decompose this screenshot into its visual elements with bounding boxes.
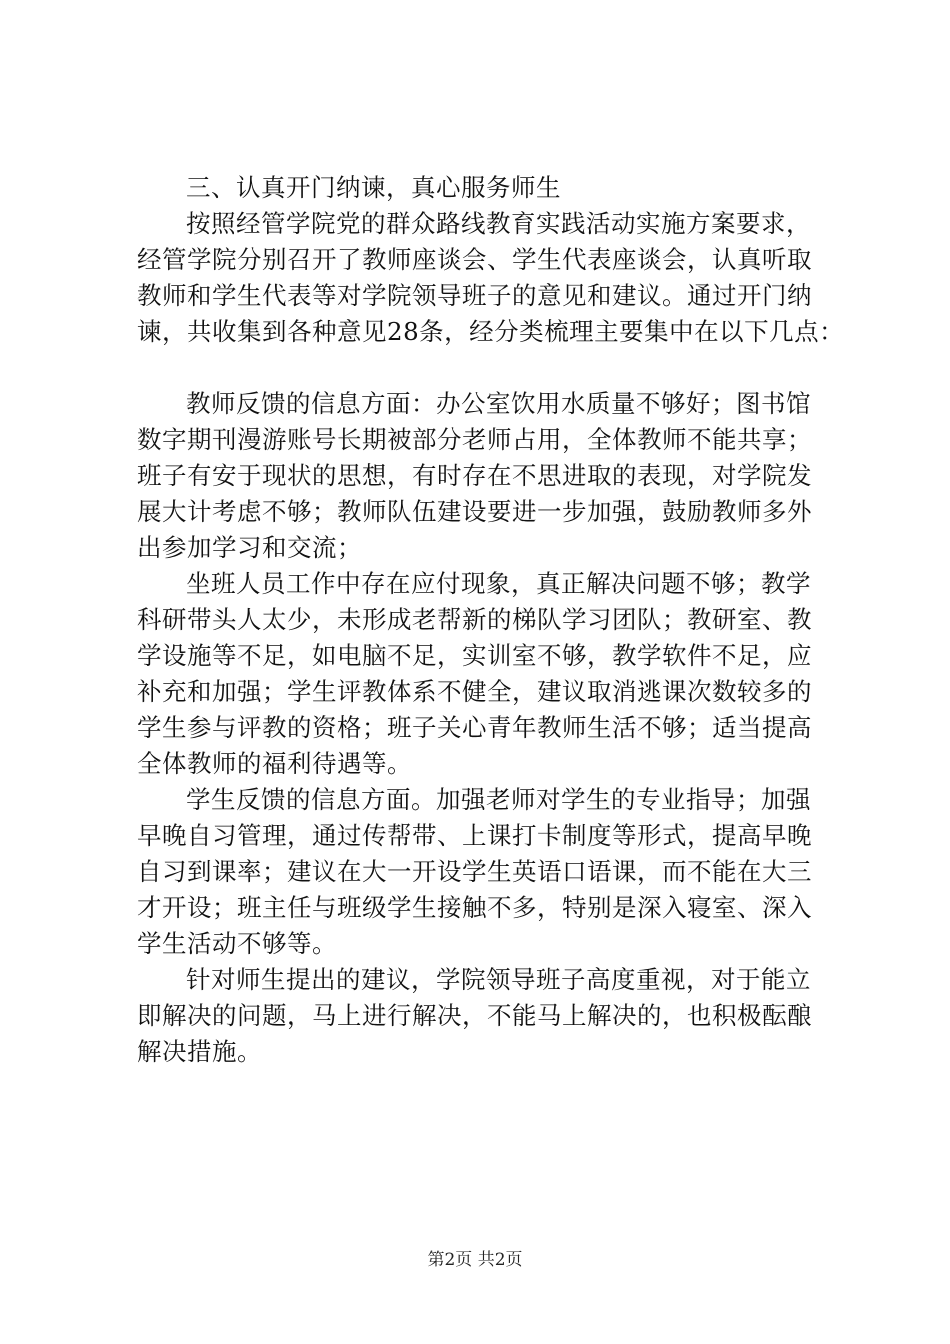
paragraph-line: 谏，共收集到各种意见28条，经分类梳理主要集中在以下几点： [137,317,845,346]
paragraph-line: 数字期刊漫游账号长期被部分老师占用，全体教师不能共享； [137,425,812,454]
paragraph-gap [137,350,827,386]
paragraph-line: 教师和学生代表等对学院领导班子的意见和建议。通过开门纳 [137,281,812,310]
paragraph-line: 早晚自习管理，通过传帮带、上课打卡制度等形式，提高早晚 [137,821,812,850]
paragraph-line: 即解决的问题，马上进行解决，不能马上解决的，也积极酝酿 [137,1001,812,1030]
paragraph-line: 全体教师的福利待遇等。 [137,749,412,778]
paragraph-line: 学生活动不够等。 [137,929,337,958]
page-number-footer: 第2页 共2页 [427,1250,523,1270]
paragraph-line: 科研带头人太少，未形成老帮新的梯队学习团队；教研室、教 [137,605,812,634]
paragraph-line: 教师反馈的信息方面：办公室饮用水质量不够好；图书馆 [186,389,811,418]
paragraph-line: 解决措施。 [137,1037,262,1066]
paragraph-line: 经管学院分别召开了教师座谈会、学生代表座谈会，认真听取 [137,245,812,274]
paragraph-line: 按照经管学院党的群众路线教育实践活动实施方案要求， [186,209,811,238]
paragraph-line: 坐班人员工作中存在应付现象，真正解决问题不够；教学 [186,569,811,598]
paragraph-line: 班子有安于现状的思想，有时存在不思进取的表现，对学院发 [137,461,812,490]
paragraph-line: 学生反馈的信息方面。加强老师对学生的专业指导；加强 [186,785,811,814]
document-body [137,170,845,1070]
paragraph-line: 出参加学习和交流； [137,533,362,562]
paragraph-line: 学设施等不足，如电脑不足，实训室不够，教学软件不足，应 [137,641,812,670]
paragraph-line: 学生参与评教的资格；班子关心青年教师生活不够；适当提高 [137,713,812,742]
paragraph-line: 展大计考虑不够；教师队伍建设要进一步加强，鼓励教师多外 [137,497,812,526]
section-heading: 三、认真开门纳谏，真心服务师生 [186,173,561,202]
paragraph-line: 自习到课率；建议在大一开设学生英语口语课，而不能在大三 [137,857,812,886]
paragraph-line: 补充和加强；学生评教体系不健全，建议取消逃课次数较多的 [137,677,812,706]
paragraph-line: 才开设；班主任与班级学生接触不多，特别是深入寝室、深入 [137,893,812,922]
paragraph-line: 针对师生提出的建议，学院领导班子高度重视，对于能立 [186,965,811,994]
